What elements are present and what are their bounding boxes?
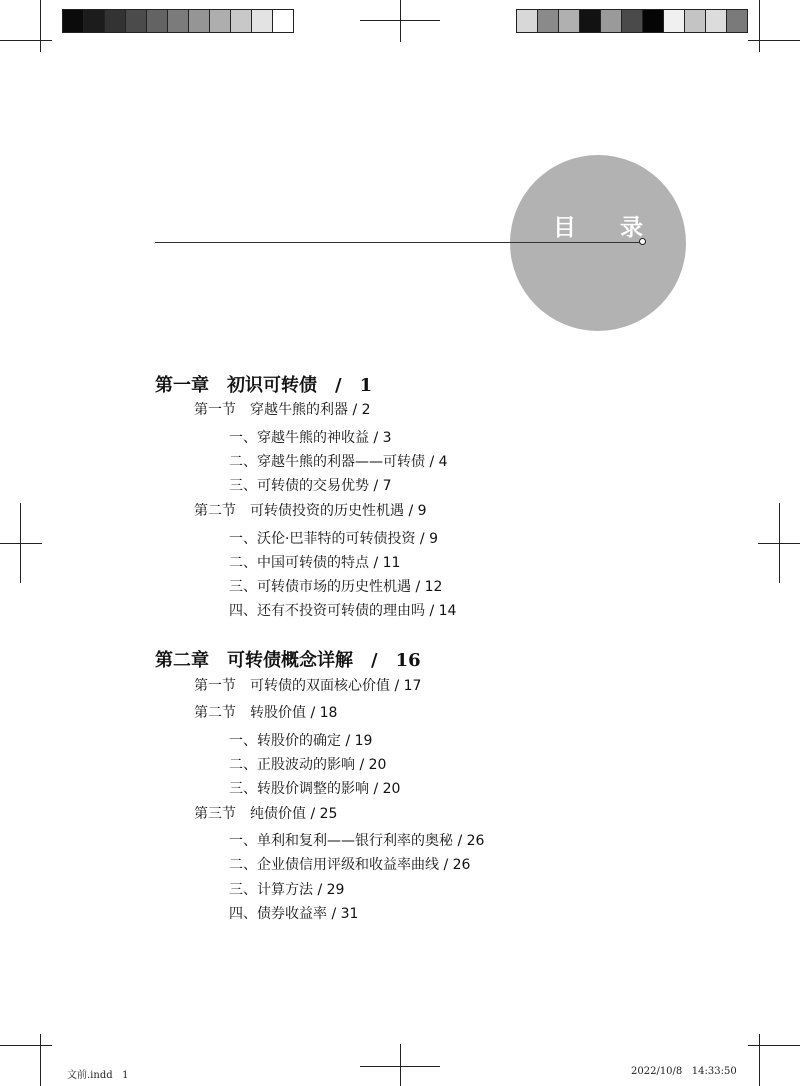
toc-item: 一、穿越牛熊的神收益 / 3	[229, 430, 392, 446]
color-swatch	[537, 10, 558, 32]
color-swatch	[517, 10, 537, 32]
toc-item: 四、还有不投资可转债的理由吗 / 14	[229, 603, 457, 619]
toc-item: 二、穿越牛熊的利器——可转债 / 4	[229, 454, 448, 470]
toc-section: 第二节 转股价值 / 18	[194, 705, 338, 721]
color-swatch	[251, 10, 272, 32]
footer-timestamp: 2022/10/8 14:33:50	[631, 1066, 737, 1077]
toc-section: 第三节 纯债价值 / 25	[194, 806, 338, 822]
crop-mark	[748, 1045, 800, 1046]
color-swatch	[621, 10, 642, 32]
color-bar-left	[62, 9, 294, 33]
toc-chapter: 第一章 初识可转债 / 1	[155, 375, 373, 396]
toc-item: 一、转股价的确定 / 19	[229, 733, 373, 749]
color-swatch	[125, 10, 146, 32]
registration-mark	[360, 20, 440, 21]
color-swatch	[663, 10, 684, 32]
registration-mark	[400, 1044, 401, 1086]
crop-mark	[759, 0, 760, 52]
color-swatch	[104, 10, 125, 32]
toc-item: 三、转股价调整的影响 / 20	[229, 781, 401, 797]
toc-section: 第一节 穿越牛熊的利器 / 2	[194, 402, 371, 418]
toc-item: 二、正股波动的影响 / 20	[229, 757, 387, 773]
color-swatch	[167, 10, 188, 32]
crop-mark	[759, 1034, 760, 1086]
crop-mark	[40, 1034, 41, 1086]
color-swatch	[188, 10, 209, 32]
registration-mark	[0, 543, 42, 544]
crop-mark	[0, 1045, 52, 1046]
footer-file-name: 文前.indd 1	[67, 1070, 129, 1081]
toc-item: 二、中国可转债的特点 / 11	[229, 555, 401, 571]
toc-item: 四、债券收益率 / 31	[229, 906, 359, 922]
title-circle	[510, 155, 686, 331]
toc-item: 一、单利和复利——银行利率的奥秘 / 26	[229, 833, 485, 849]
color-swatch	[726, 10, 747, 32]
color-swatch	[63, 10, 83, 32]
color-swatch	[684, 10, 705, 32]
color-swatch	[558, 10, 579, 32]
toc-item: 三、可转债的交易优势 / 7	[229, 478, 392, 494]
color-swatch	[600, 10, 621, 32]
crop-mark	[748, 40, 800, 41]
crop-mark	[0, 40, 52, 41]
title-rule	[155, 242, 640, 243]
toc-item: 二、企业债信用评级和收益率曲线 / 26	[229, 857, 471, 873]
color-swatch	[272, 10, 293, 32]
color-swatch	[230, 10, 251, 32]
color-swatch	[705, 10, 726, 32]
registration-mark	[360, 1066, 440, 1067]
page-title-char-1: 目	[553, 214, 576, 241]
toc-section: 第一节 可转债的双面核心价值 / 17	[194, 678, 422, 694]
color-swatch	[642, 10, 663, 32]
toc-chapter: 第二章 可转债概念详解 / 16	[155, 650, 421, 671]
crop-mark	[40, 0, 41, 52]
toc-item: 三、可转债市场的历史性机遇 / 12	[229, 579, 443, 595]
toc-item: 三、计算方法 / 29	[229, 882, 345, 898]
color-swatch	[209, 10, 230, 32]
color-swatch	[146, 10, 167, 32]
toc-section: 第二节 可转债投资的历史性机遇 / 9	[194, 503, 427, 519]
color-bar-right	[516, 9, 748, 33]
registration-mark	[758, 543, 800, 544]
color-swatch	[83, 10, 104, 32]
registration-mark	[400, 0, 401, 42]
color-swatch	[579, 10, 600, 32]
toc-item: 一、沃伦·巴菲特的可转债投资 / 9	[229, 531, 438, 547]
page-title-char-2: 录	[620, 214, 643, 241]
